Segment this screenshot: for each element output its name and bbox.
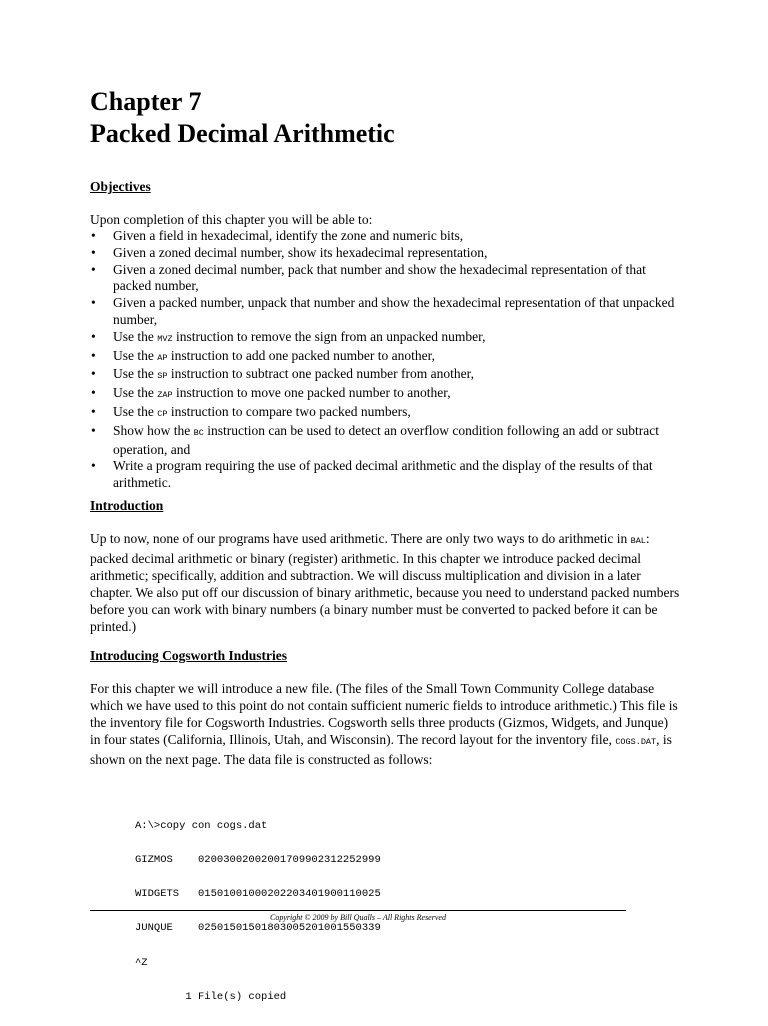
objective-text: Given a packed number, unpack that number and show the hexadecimal representation of that unpacked number, xyxy=(113,295,675,327)
objective-instruction-code: SP xyxy=(157,371,168,382)
objective-text-continued: instruction to add one packed number to another, xyxy=(167,347,435,363)
bullet-icon: • xyxy=(91,458,96,474)
cogsworth-code-filename: COGS.DAT xyxy=(615,737,657,747)
objective-text-continued: instruction to subtract one packed number from another, xyxy=(167,366,474,382)
code-line: GIZMOS 02003002002001709902312252999 xyxy=(135,854,381,867)
cogsworth-heading: Introducing Cogsworth Industries xyxy=(90,648,288,663)
bullet-icon: • xyxy=(91,328,96,344)
objective-item xyxy=(90,423,680,459)
bullet-icon: • xyxy=(91,422,96,438)
objective-instruction-code: MVZ xyxy=(157,333,173,344)
introduction-code-bal: BAL xyxy=(630,536,646,546)
objective-item xyxy=(90,262,680,296)
objective-text: Given a field in hexadecimal, identify the zone and numeric bits, xyxy=(113,228,464,243)
objective-text: Use the xyxy=(113,347,158,363)
code-line: ^Z xyxy=(135,956,148,969)
objective-text: Use the xyxy=(113,385,158,401)
bullet-icon: • xyxy=(91,295,96,311)
objective-instruction-code: BC xyxy=(193,427,204,438)
code-line: A:\>copy con cogs.dat xyxy=(135,819,268,832)
objective-text-continued: instruction can be used to detect an overflow condition following an add or subtract operation, and xyxy=(113,422,659,457)
bullet-icon: • xyxy=(91,244,96,260)
footer-divider xyxy=(90,910,626,911)
objective-text: Given a zoned decimal number, pack that number and show the hexadecimal representation of that packed number, xyxy=(113,261,646,294)
objectives-list xyxy=(90,228,680,492)
objective-text-continued: instruction to move one packed number to another, xyxy=(172,385,451,401)
introduction-text-2: : packed decimal arithmetic or binary (register) arithmetic. In this chapter we introduce packed decimal arithmetic; specifically, addition and subtraction. We will discuss multiplication and division in a later chapter. We also put off our discussion of binary arithmetic, because you need to understand packed numbers before you can work with binary numbers (a binary number must be converted to packed before it can be printed.) xyxy=(90,531,680,634)
bullet-icon: • xyxy=(91,385,96,401)
bullet-icon: • xyxy=(91,261,96,277)
footer-copyright: Copyright © 2009 by Bill Qualls – All Rights Reserved xyxy=(270,913,446,922)
objectives-intro: Upon completion of this chapter you will be able to: xyxy=(90,212,373,227)
objective-instruction-code: AP xyxy=(157,352,168,363)
cogsworth-paragraph xyxy=(90,680,680,768)
bullet-icon: • xyxy=(91,228,96,243)
objective-text: Use the xyxy=(113,366,158,382)
objective-item xyxy=(90,329,680,348)
objective-item xyxy=(90,385,680,404)
objective-item xyxy=(90,404,680,423)
objective-item xyxy=(90,366,680,385)
code-listing xyxy=(135,798,381,1026)
introduction-text-1: Up to now, none of our programs have used arithmetic. There are only two ways to do arithmetic in xyxy=(90,531,631,546)
objective-text-continued: instruction to remove the sign from an unpacked number, xyxy=(172,328,486,344)
objectives-heading: Objectives xyxy=(90,179,151,194)
objective-item xyxy=(90,295,680,329)
objective-text: Use the xyxy=(113,328,158,344)
objective-text-continued: instruction to compare two packed numbers, xyxy=(167,403,411,419)
introduction-paragraph xyxy=(90,530,680,635)
objective-item xyxy=(90,348,680,367)
objective-text: Use the xyxy=(113,403,158,419)
cogsworth-text-2: , is shown on the next page. The data file is constructed as follows: xyxy=(90,732,672,767)
objective-item xyxy=(90,245,680,262)
objective-text: Write a program requiring the use of packed decimal arithmetic and the display of the results of that arithmetic. xyxy=(113,458,653,491)
objective-instruction-code: ZAP xyxy=(157,390,173,401)
bullet-icon: • xyxy=(91,347,96,363)
cogsworth-text-1: For this chapter we will introduce a new file. (The files of the Small Town Community College database which we have used to this point do not contain sufficient numeric fields to introduce arithmetic.) This file is the inventory file for Cogsworth Industries. Cogsworth sells three products (Gizmos, Widgets, and Junque) in four states (California, Illinois, Utah, and Wisconsin). The record layout for the inventory file, xyxy=(90,681,678,747)
chapter-title xyxy=(90,86,395,150)
bullet-icon: • xyxy=(91,366,96,382)
objective-text: Given a zoned decimal number, show its hexadecimal representation, xyxy=(113,244,488,260)
objective-instruction-code: CP xyxy=(157,408,168,419)
objective-item xyxy=(90,228,680,245)
code-line: JUNQUE 02501501501803005201001550339 xyxy=(135,922,381,935)
bullet-icon: • xyxy=(91,403,96,419)
objective-text: Show how the xyxy=(113,422,194,438)
chapter-number: Chapter 7 xyxy=(90,87,202,116)
introduction-heading: Introduction xyxy=(90,498,164,513)
chapter-name: Packed Decimal Arithmetic xyxy=(90,119,395,148)
code-line: WIDGETS 01501001000202203401900110025 xyxy=(135,888,381,901)
code-line: 1 File(s) copied xyxy=(135,990,287,1003)
objective-item xyxy=(90,458,680,492)
